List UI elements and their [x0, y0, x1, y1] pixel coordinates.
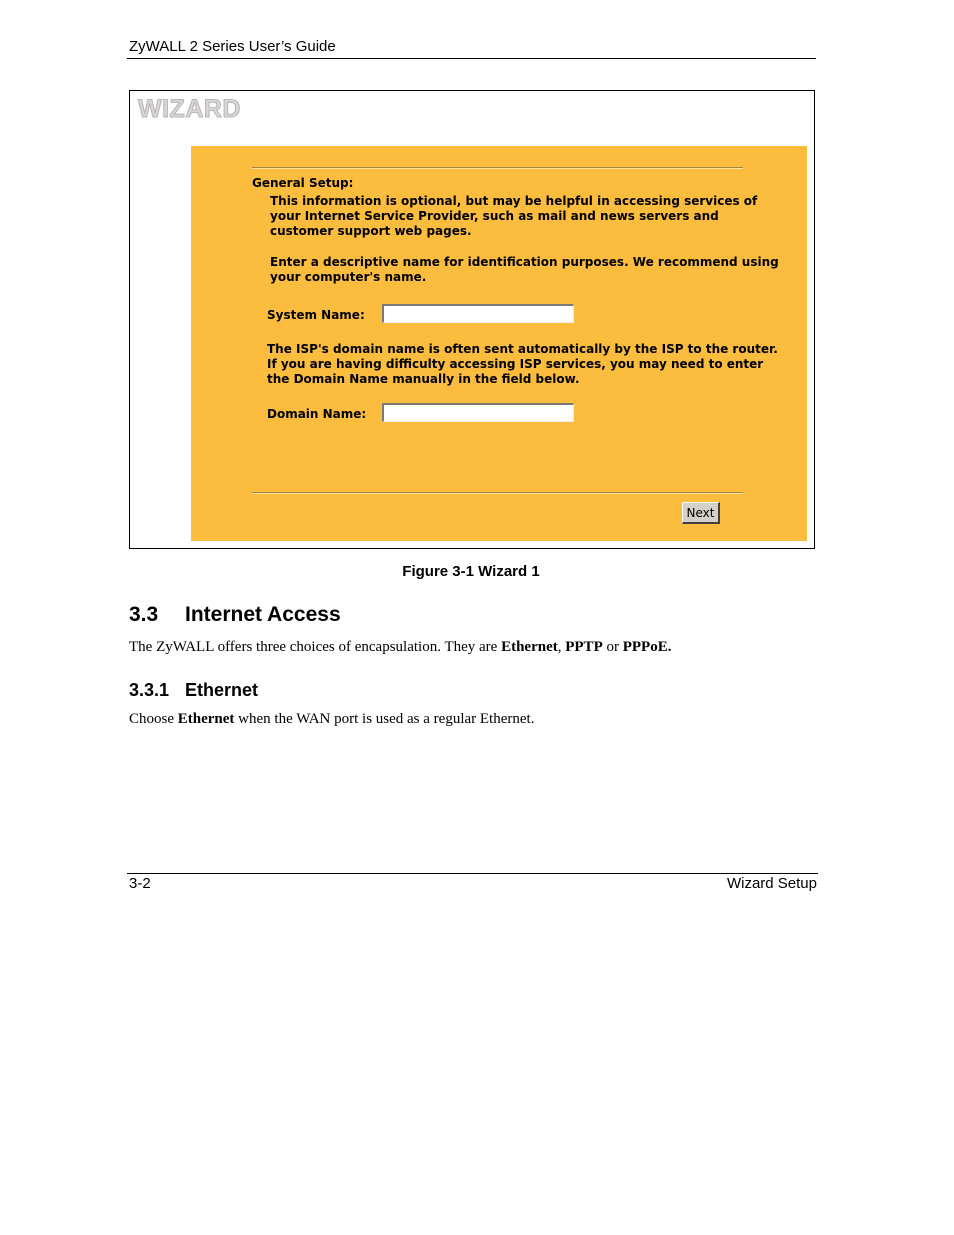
general-setup-label: General Setup:	[252, 176, 354, 190]
page-number: 3-2	[129, 875, 151, 892]
header-rule	[127, 58, 816, 59]
isp-domain-line: the Domain Name manually in the field below.	[267, 372, 580, 386]
running-header: ZyWALL 2 Series User’s Guide	[129, 38, 336, 55]
system-name-input[interactable]	[382, 304, 574, 323]
paragraph-text: when the WAN port is used as a regular Ethernet.	[234, 711, 535, 727]
next-button[interactable]: Next	[682, 502, 720, 524]
general-setup-panel	[191, 146, 807, 541]
paragraph-bold: PPTP	[565, 639, 603, 655]
paragraph-bold: Ethernet	[501, 639, 558, 655]
section-heading	[129, 603, 341, 627]
intro-line: This information is optional, but may be helpful in accessing services of	[270, 194, 758, 208]
paragraph-bold: Ethernet	[177, 711, 235, 727]
footer-rule	[127, 873, 818, 874]
system-name-label: System Name:	[267, 308, 365, 322]
subsection-title: Ethernet	[185, 680, 259, 700]
intro-line: customer support web pages.	[270, 224, 472, 238]
figure-wizard-screenshot	[129, 90, 815, 549]
subsection-number: 3.3.1	[129, 680, 170, 700]
domain-name-label: Domain Name:	[267, 407, 367, 421]
section-title: Internet Access	[185, 603, 341, 626]
section-number: 3.3	[129, 603, 159, 626]
panel-bottom-divider	[252, 492, 743, 494]
isp-domain-line: The ISP's domain name is often sent automatically by the ISP to the router.	[267, 342, 778, 356]
section-paragraph	[129, 638, 671, 656]
panel-top-divider	[252, 167, 743, 169]
intro-line: your Internet Service Provider, such as mail and news servers and	[270, 209, 719, 223]
figure-caption: Figure 3-1 Wizard 1	[402, 563, 540, 580]
isp-domain-text	[267, 342, 778, 387]
wizard-title: WIZARD	[138, 95, 241, 123]
subsection-heading	[129, 680, 258, 701]
paragraph-text: The ZyWALL offers three choices of encapsulation. They are	[129, 639, 502, 655]
name-hint-line: your computer's name.	[270, 270, 427, 284]
subsection-paragraph	[129, 710, 534, 728]
domain-name-input[interactable]	[382, 403, 574, 422]
paragraph-text: or	[602, 639, 623, 655]
isp-domain-line: If you are having difficulty accessing ISP services, you may need to enter	[267, 357, 764, 371]
name-hint-line: Enter a descriptive name for identification purposes. We recommend using	[270, 255, 779, 269]
intro-text	[270, 194, 757, 239]
name-hint-text	[270, 255, 779, 285]
paragraph-text: Choose	[129, 711, 178, 727]
paragraph-bold: PPPoE.	[622, 639, 672, 655]
chapter-name: Wizard Setup	[726, 875, 817, 892]
paragraph-text: ,	[557, 639, 566, 655]
